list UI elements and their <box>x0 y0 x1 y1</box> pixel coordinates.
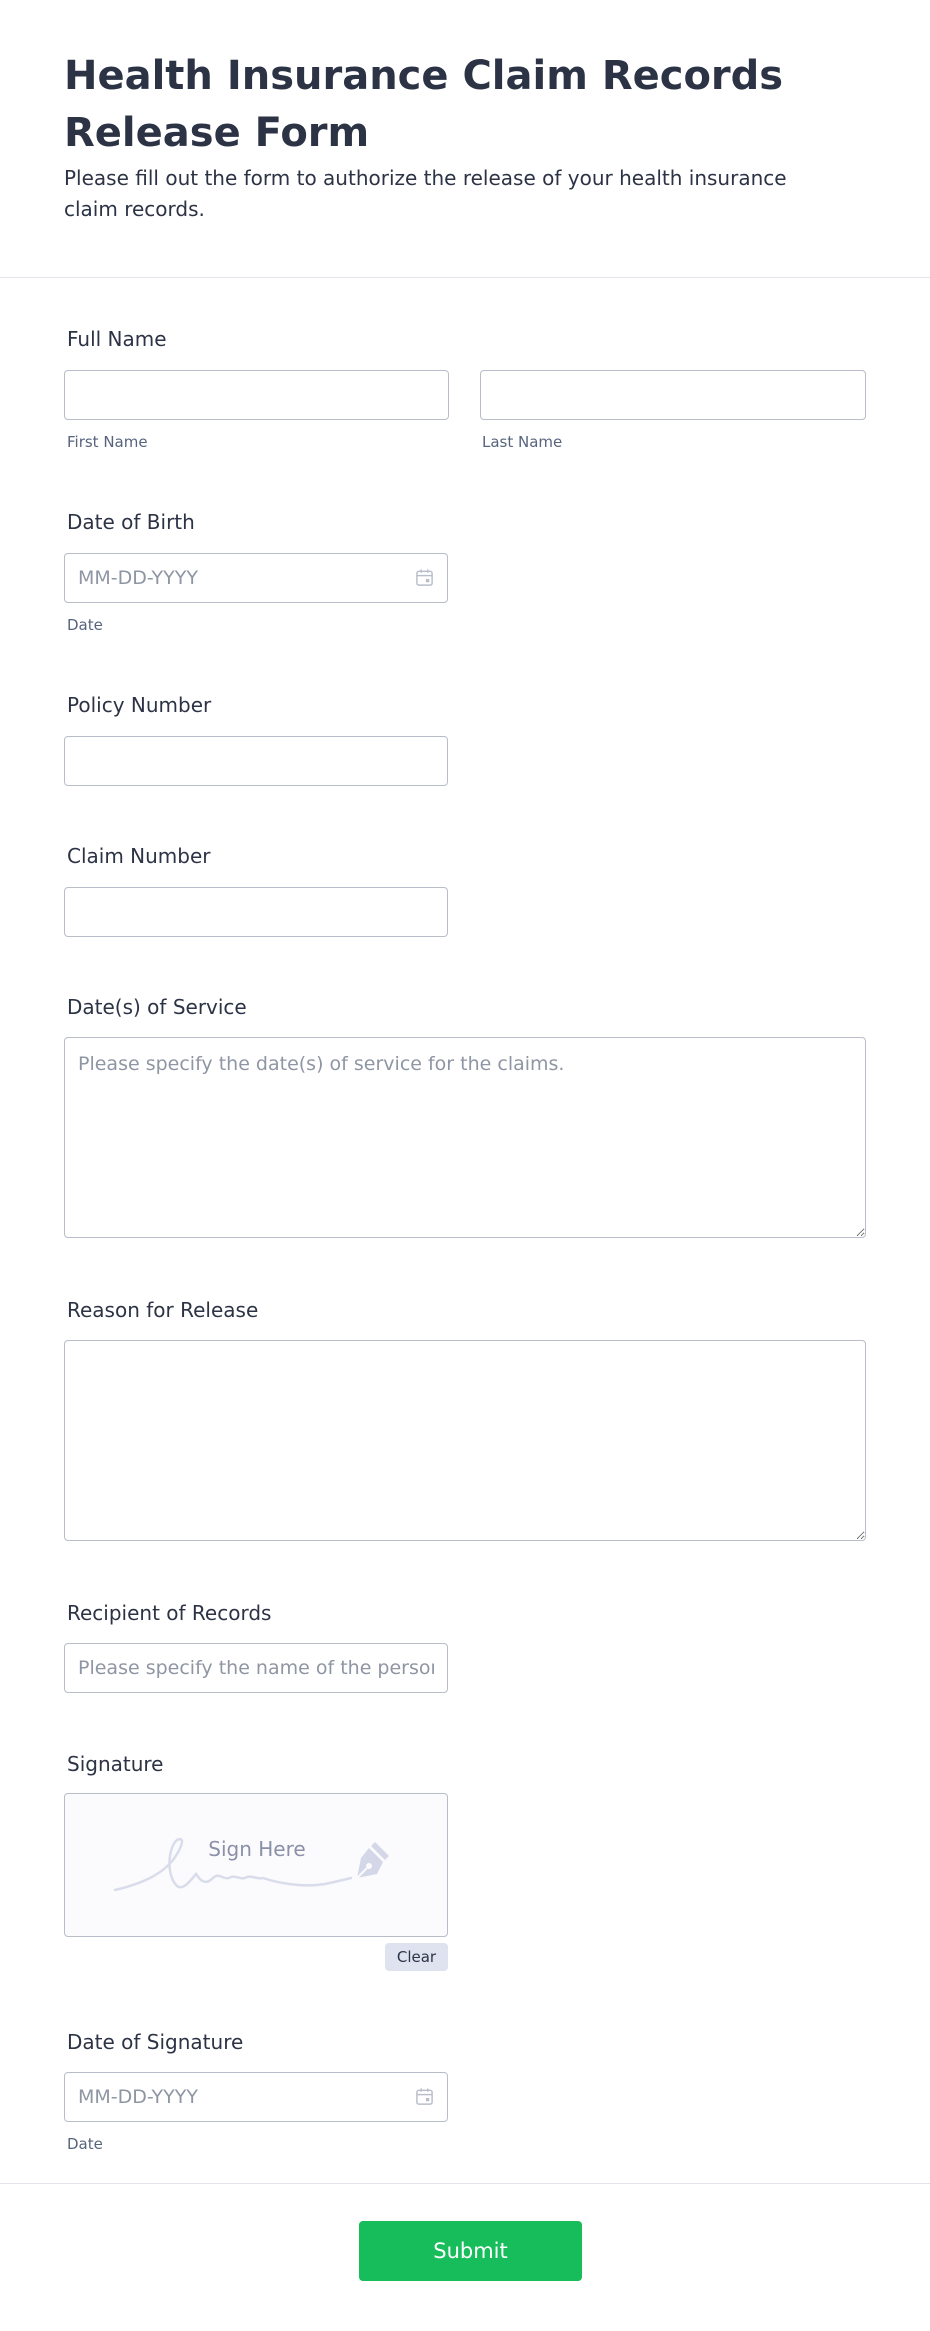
date-of-signature-label: Date of Signature <box>67 2030 244 2054</box>
submit-button[interactable]: Submit <box>359 2221 582 2281</box>
policy-number-input[interactable] <box>64 736 448 786</box>
dates-of-service-label: Date(s) of Service <box>67 995 247 1019</box>
form-subtitle: Please fill out the form to authorize the release of your health insurance claim records. <box>64 166 787 221</box>
last-name-input[interactable] <box>480 370 866 420</box>
form-title: Health Insurance Claim Records Release Form <box>64 53 784 156</box>
reason-for-release-textarea[interactable] <box>64 1340 866 1541</box>
last-name-sublabel: Last Name <box>482 433 563 451</box>
sign-here-text: Sign Here <box>208 1837 306 1861</box>
form-header <box>0 0 930 278</box>
full-name-label: Full Name <box>67 327 167 351</box>
recipient-of-records-input[interactable] <box>64 1643 448 1693</box>
signature-pad[interactable] <box>64 1793 448 1937</box>
policy-number-label: Policy Number <box>67 693 212 717</box>
pen-nib-icon <box>349 1838 393 1882</box>
first-name-sublabel: First Name <box>67 433 148 451</box>
claim-number-label: Claim Number <box>67 844 211 868</box>
calendar-icon[interactable] <box>415 2087 434 2106</box>
date-of-birth-field <box>64 553 448 603</box>
date-of-signature-sublabel: Date <box>67 2135 103 2153</box>
clear-signature-button[interactable]: Clear <box>385 1943 448 1971</box>
date-of-signature-input[interactable] <box>64 2072 448 2122</box>
calendar-icon[interactable] <box>415 568 434 587</box>
date-of-birth-sublabel: Date <box>67 616 103 634</box>
claim-number-input[interactable] <box>64 887 448 937</box>
first-name-input[interactable] <box>64 370 449 420</box>
recipient-of-records-label: Recipient of Records <box>67 1601 272 1625</box>
date-of-birth-input[interactable] <box>64 553 448 603</box>
footer-divider <box>0 2183 930 2184</box>
dates-of-service-textarea[interactable] <box>64 1037 866 1238</box>
reason-for-release-label: Reason for Release <box>67 1298 259 1322</box>
date-of-birth-label: Date of Birth <box>67 510 195 534</box>
signature-label: Signature <box>67 1752 164 1776</box>
date-of-signature-field <box>64 2072 448 2122</box>
